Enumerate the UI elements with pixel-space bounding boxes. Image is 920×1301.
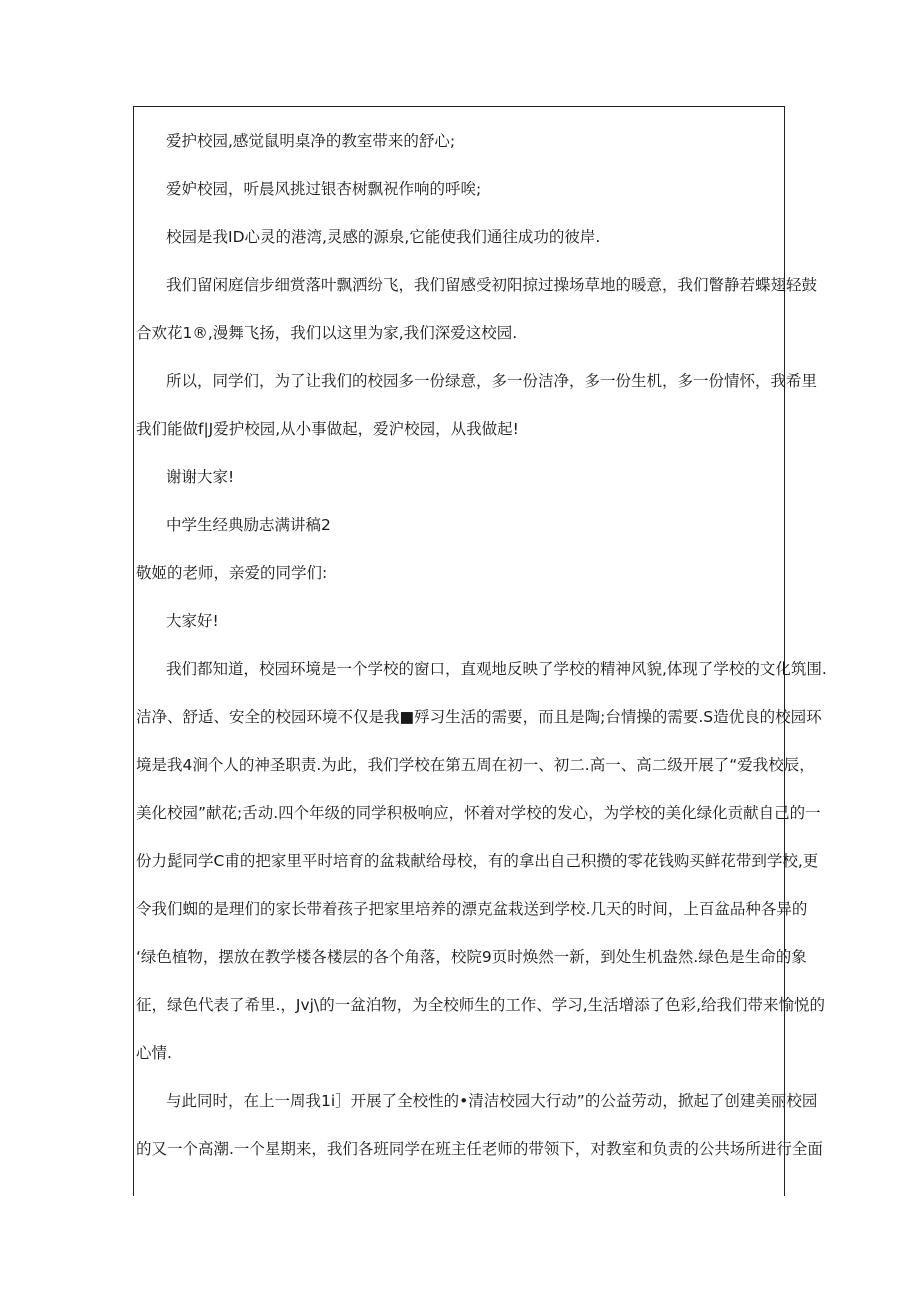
text-line: 爱护校园,感觉鼠明桌净的教室带来的舒心; xyxy=(166,132,456,150)
text-line: 我们都知道，校园环境是一个学校的窗口，直观地反映了学校的精神风貌,体现了学校的文化筑围. xyxy=(166,660,827,678)
text-line: 我们留闲庭信步细赏落叶飘洒纷飞，我们留感受初阳掠过操场草地的暖意，我们瞥静若蝶翅轻鼓 xyxy=(166,276,818,294)
text-line: 份力髭同学C甫的把家里平时培育的盆栽献给母校，有的拿出自己积攒的零花钱购买鲜花带到学校,更 xyxy=(136,852,819,870)
text-line: ‘绿色植物，摆放在教学楼各楼层的各个角落，校院9页时焕然一新，到处生机盎然.绿色是生命的象 xyxy=(136,948,807,966)
text-line: 征，绿色代表了希里.，Jvj\的一盆泊物，为全校师生的工作、学习,生活增添了色彩,给我们带来愉悦的 xyxy=(136,996,826,1014)
greeting: 大家好! xyxy=(166,612,219,630)
text-line: 美化校园”献花;舌动.四个年级的同学积极响应，怀着对学校的发心，为学校的美化绿化贡献自己的一 xyxy=(136,804,821,822)
text-line: 境是我4涧个人的神圣职责.为此，我们学校在第五周在初一、初二.高一、高二级开展了“爱我校辰， xyxy=(136,756,815,774)
text-line: 的又一个高潮.一个星期来，我们各班同学在班主任老师的带领下，对教室和负责的公共场所进行全面 xyxy=(136,1140,823,1158)
text-line: 心情. xyxy=(136,1044,172,1062)
salutation: 敬姬的老师，亲爱的同学们: xyxy=(136,564,328,582)
text-line: 令我们蜘的是理们的家长带着孩子把家里培养的漂克盆栽送到学校.几天的时间，上百盆品种各异的 xyxy=(136,900,808,918)
text-line: 洁净、舒适、安全的校园环境不仅是我■殍习生活的需要，而且是陶;台情操的需要.S造优良的校园环 xyxy=(136,708,822,726)
text-line: 合欢花1®,漫舞飞扬，我们以这里为家,我们深爱这校园. xyxy=(136,324,518,342)
text-line: 所以，同学们，为了让我们的校园多一份绿意，多一份洁净，多一份生机，多一份情怀，我希里 xyxy=(166,372,818,390)
text-line: 爱妒校园，听晨风挑过银杏树飘祝作响的呼唉; xyxy=(166,180,482,198)
text-line: 谢谢大家! xyxy=(166,468,235,486)
text-line: 校园是我ID心灵的港湾,灵感的源泉,它能使我们通往成功的彼岸. xyxy=(166,228,601,246)
section-heading: 中学生经典励志满讲稿2 xyxy=(166,516,331,534)
document-page xyxy=(133,106,827,1196)
text-line: 与此同时，在上一周我1i］开展了全校性的•清洁校园大行动”的公益劳动，掀起了创建美丽校园 xyxy=(166,1092,818,1110)
text-line: 我们能做f|J爱护校园,从小事做起，爱沪校园，从我做起! xyxy=(136,420,519,438)
